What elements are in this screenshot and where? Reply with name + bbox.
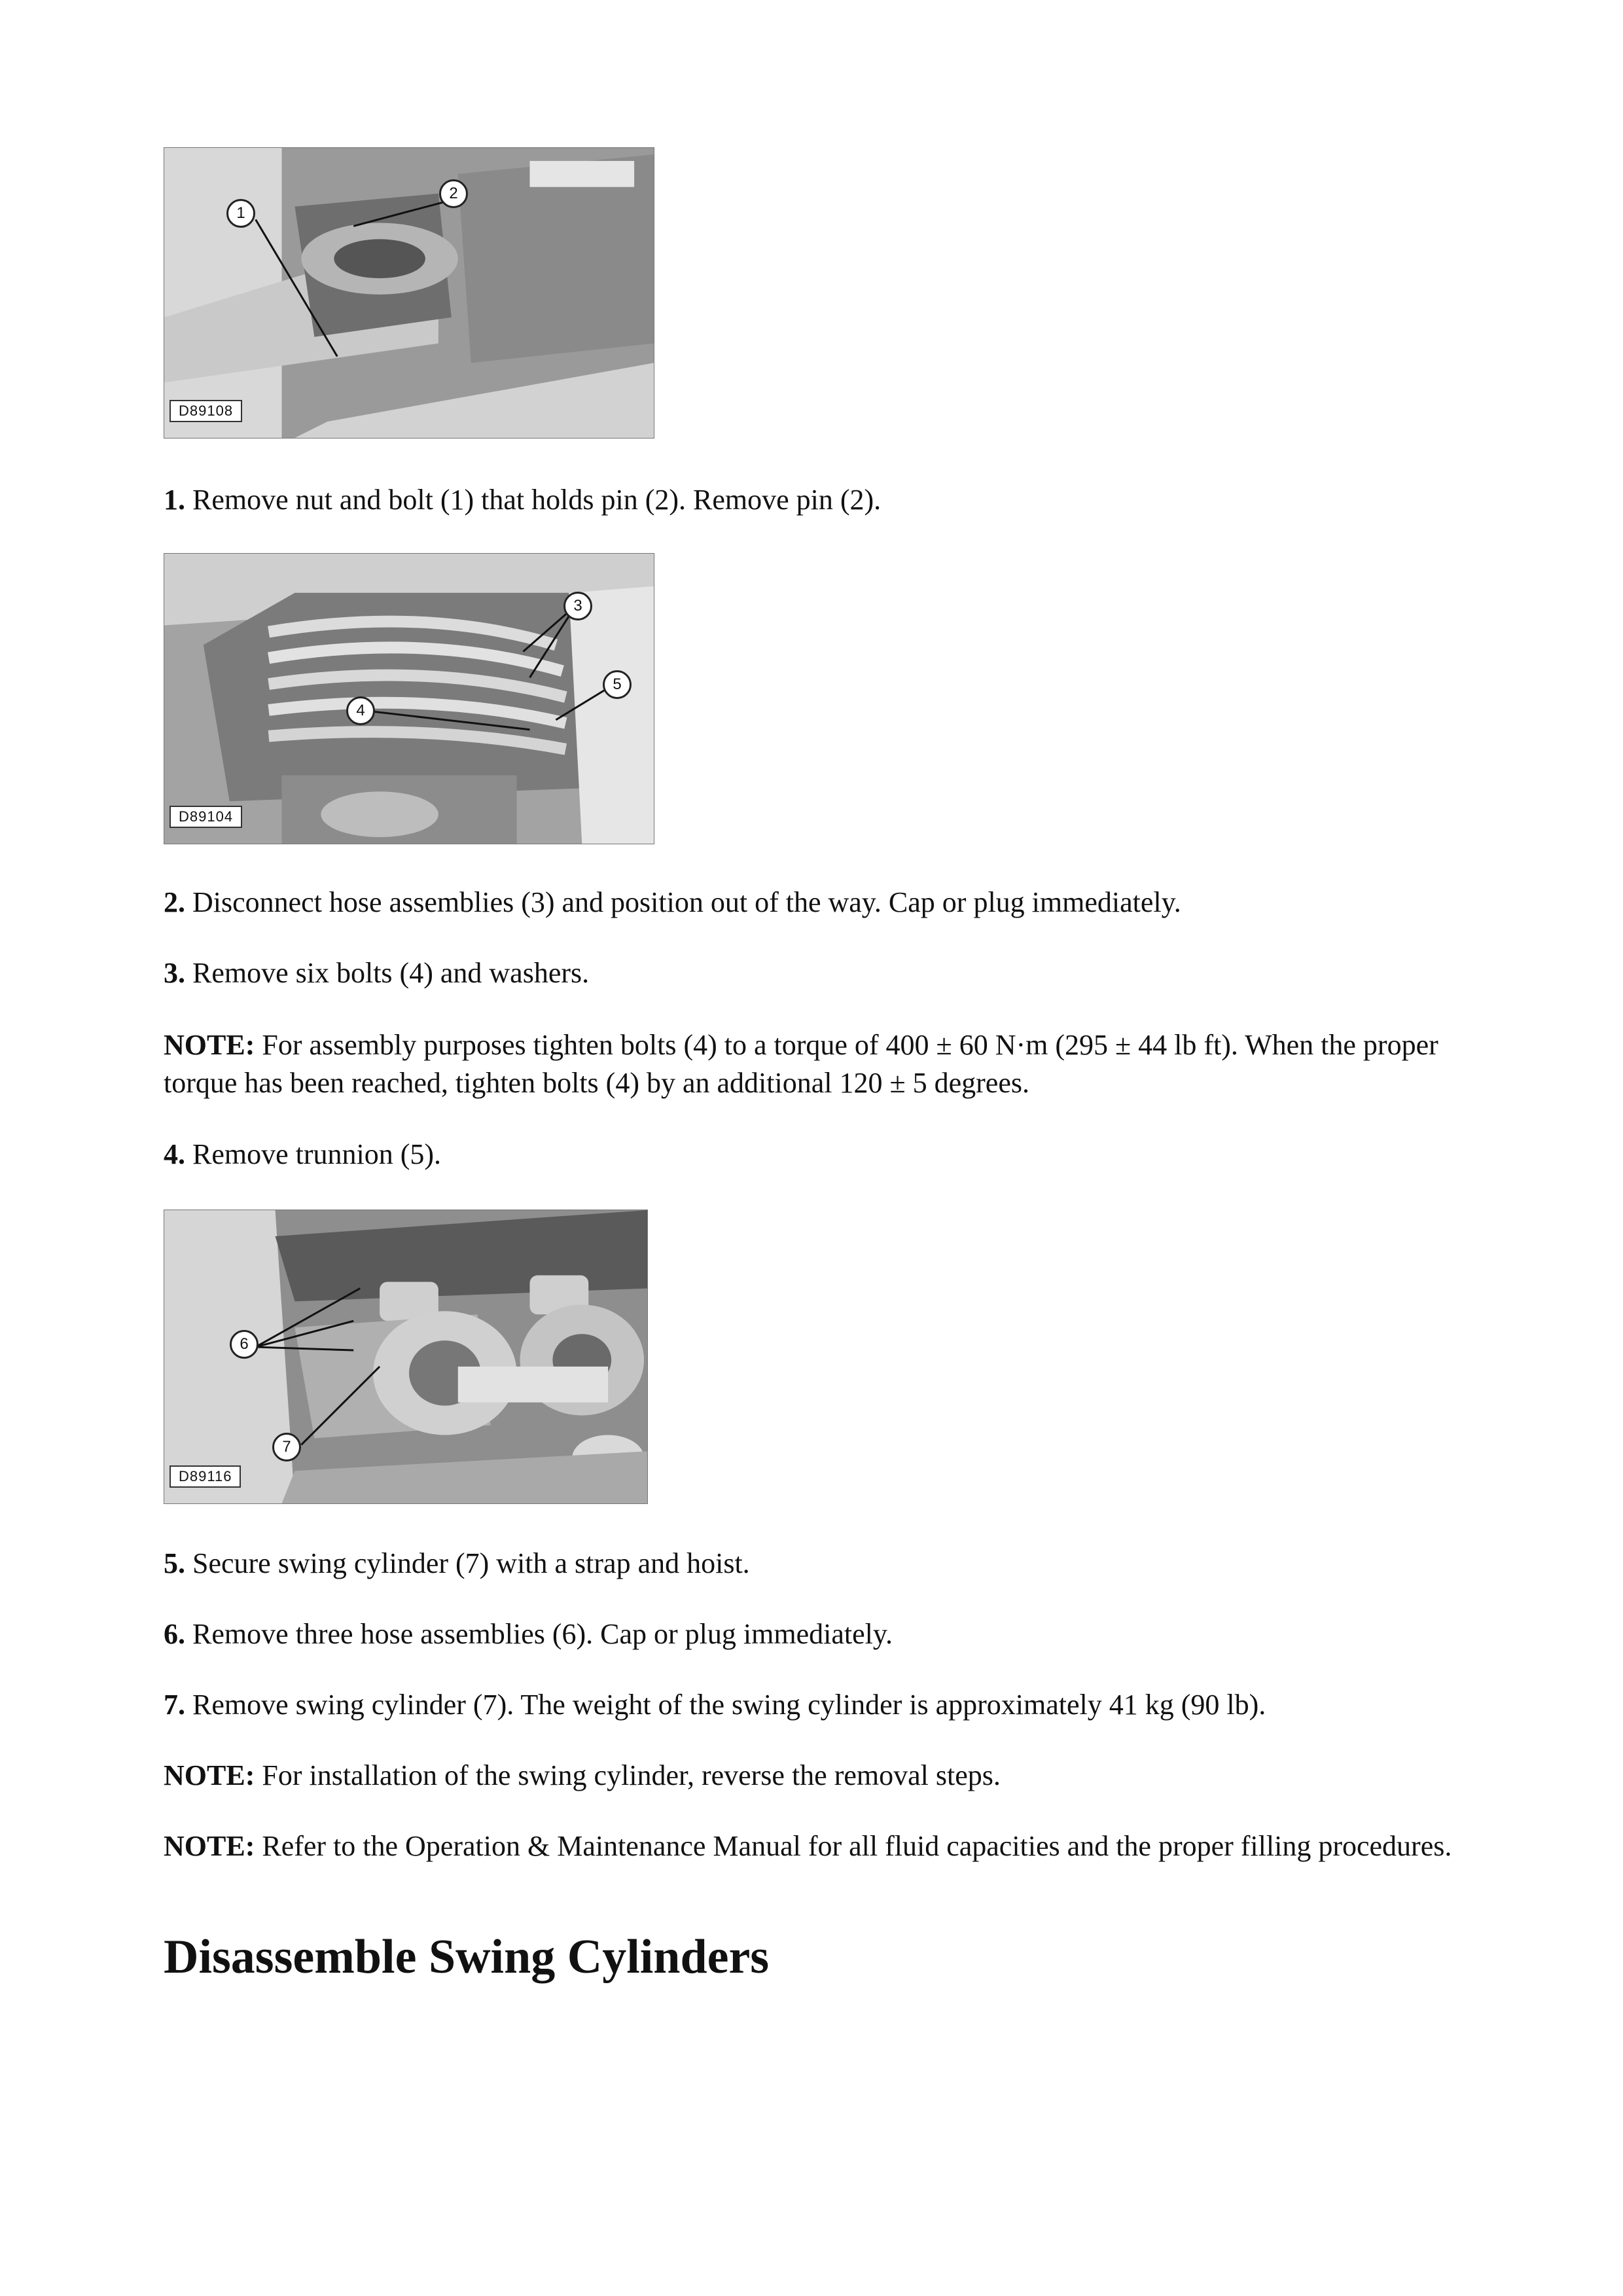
step-1: [164, 481, 1472, 519]
step-4: [164, 1136, 1472, 1174]
step-7: [164, 1686, 1472, 1724]
callout-5: 5: [603, 670, 632, 699]
callout-4: 4: [346, 696, 375, 725]
note-label: NOTE:: [164, 1759, 255, 1791]
step-text: Remove six bolts (4) and washers.: [185, 957, 590, 989]
step-number: 1.: [164, 484, 185, 516]
figure-label: D89108: [169, 400, 242, 422]
note-label: NOTE:: [164, 1029, 255, 1061]
step-text: Remove three hose assemblies (6). Cap or plug immediately.: [185, 1618, 893, 1650]
step-text: Remove trunnion (5).: [185, 1138, 442, 1170]
callout-7: 7: [272, 1433, 301, 1462]
note-text: Refer to the Operation & Maintenance Manual for all fluid capacities and the proper filling procedures.: [255, 1830, 1452, 1862]
step-text: Secure swing cylinder (7) with a strap and hoist.: [185, 1547, 750, 1579]
step-3: [164, 954, 1472, 992]
step-number: 7.: [164, 1689, 185, 1721]
step-number: 6.: [164, 1618, 185, 1650]
figure-photo-1: [164, 148, 654, 438]
callout-2: 2: [439, 179, 468, 208]
step-5: [164, 1545, 1472, 1583]
step-6: [164, 1615, 1472, 1653]
figure-d89116: [164, 1210, 648, 1504]
note-label: NOTE:: [164, 1830, 255, 1862]
figure-d89108: [164, 147, 654, 439]
step-number: 5.: [164, 1547, 185, 1579]
figure-d89104: [164, 553, 654, 844]
figure-label: D89116: [169, 1465, 241, 1488]
step-text: Disconnect hose assemblies (3) and position out of the way. Cap or plug immediately.: [185, 886, 1181, 918]
note-installation: [164, 1757, 1472, 1795]
note-fluid-capacities: [164, 1827, 1472, 1865]
step-text: Remove nut and bolt (1) that holds pin (2). Remove pin (2).: [185, 484, 882, 516]
note-text: For installation of the swing cylinder, reverse the removal steps.: [255, 1759, 1001, 1791]
section-heading: Disassemble Swing Cylinders: [164, 1930, 770, 1984]
callout-6: 6: [230, 1330, 259, 1359]
step-text: Remove swing cylinder (7). The weight of the swing cylinder is approximately 41 kg (90 lb).: [185, 1689, 1266, 1721]
callout-1: 1: [226, 199, 255, 228]
note-text: For assembly purposes tighten bolts (4) to a torque of 400 ± 60 N·m (295 ± 44 lb ft). When the proper torque has been reached, tighten bolts (4) by an additional 120 ± 5 degrees.: [164, 1029, 1438, 1099]
step-number: 2.: [164, 886, 185, 918]
step-number: 3.: [164, 957, 185, 989]
step-number: 4.: [164, 1138, 185, 1170]
callout-3: 3: [563, 592, 592, 620]
figure-label: D89104: [169, 806, 242, 828]
note-torque: [164, 1026, 1472, 1102]
step-2: [164, 884, 1472, 922]
